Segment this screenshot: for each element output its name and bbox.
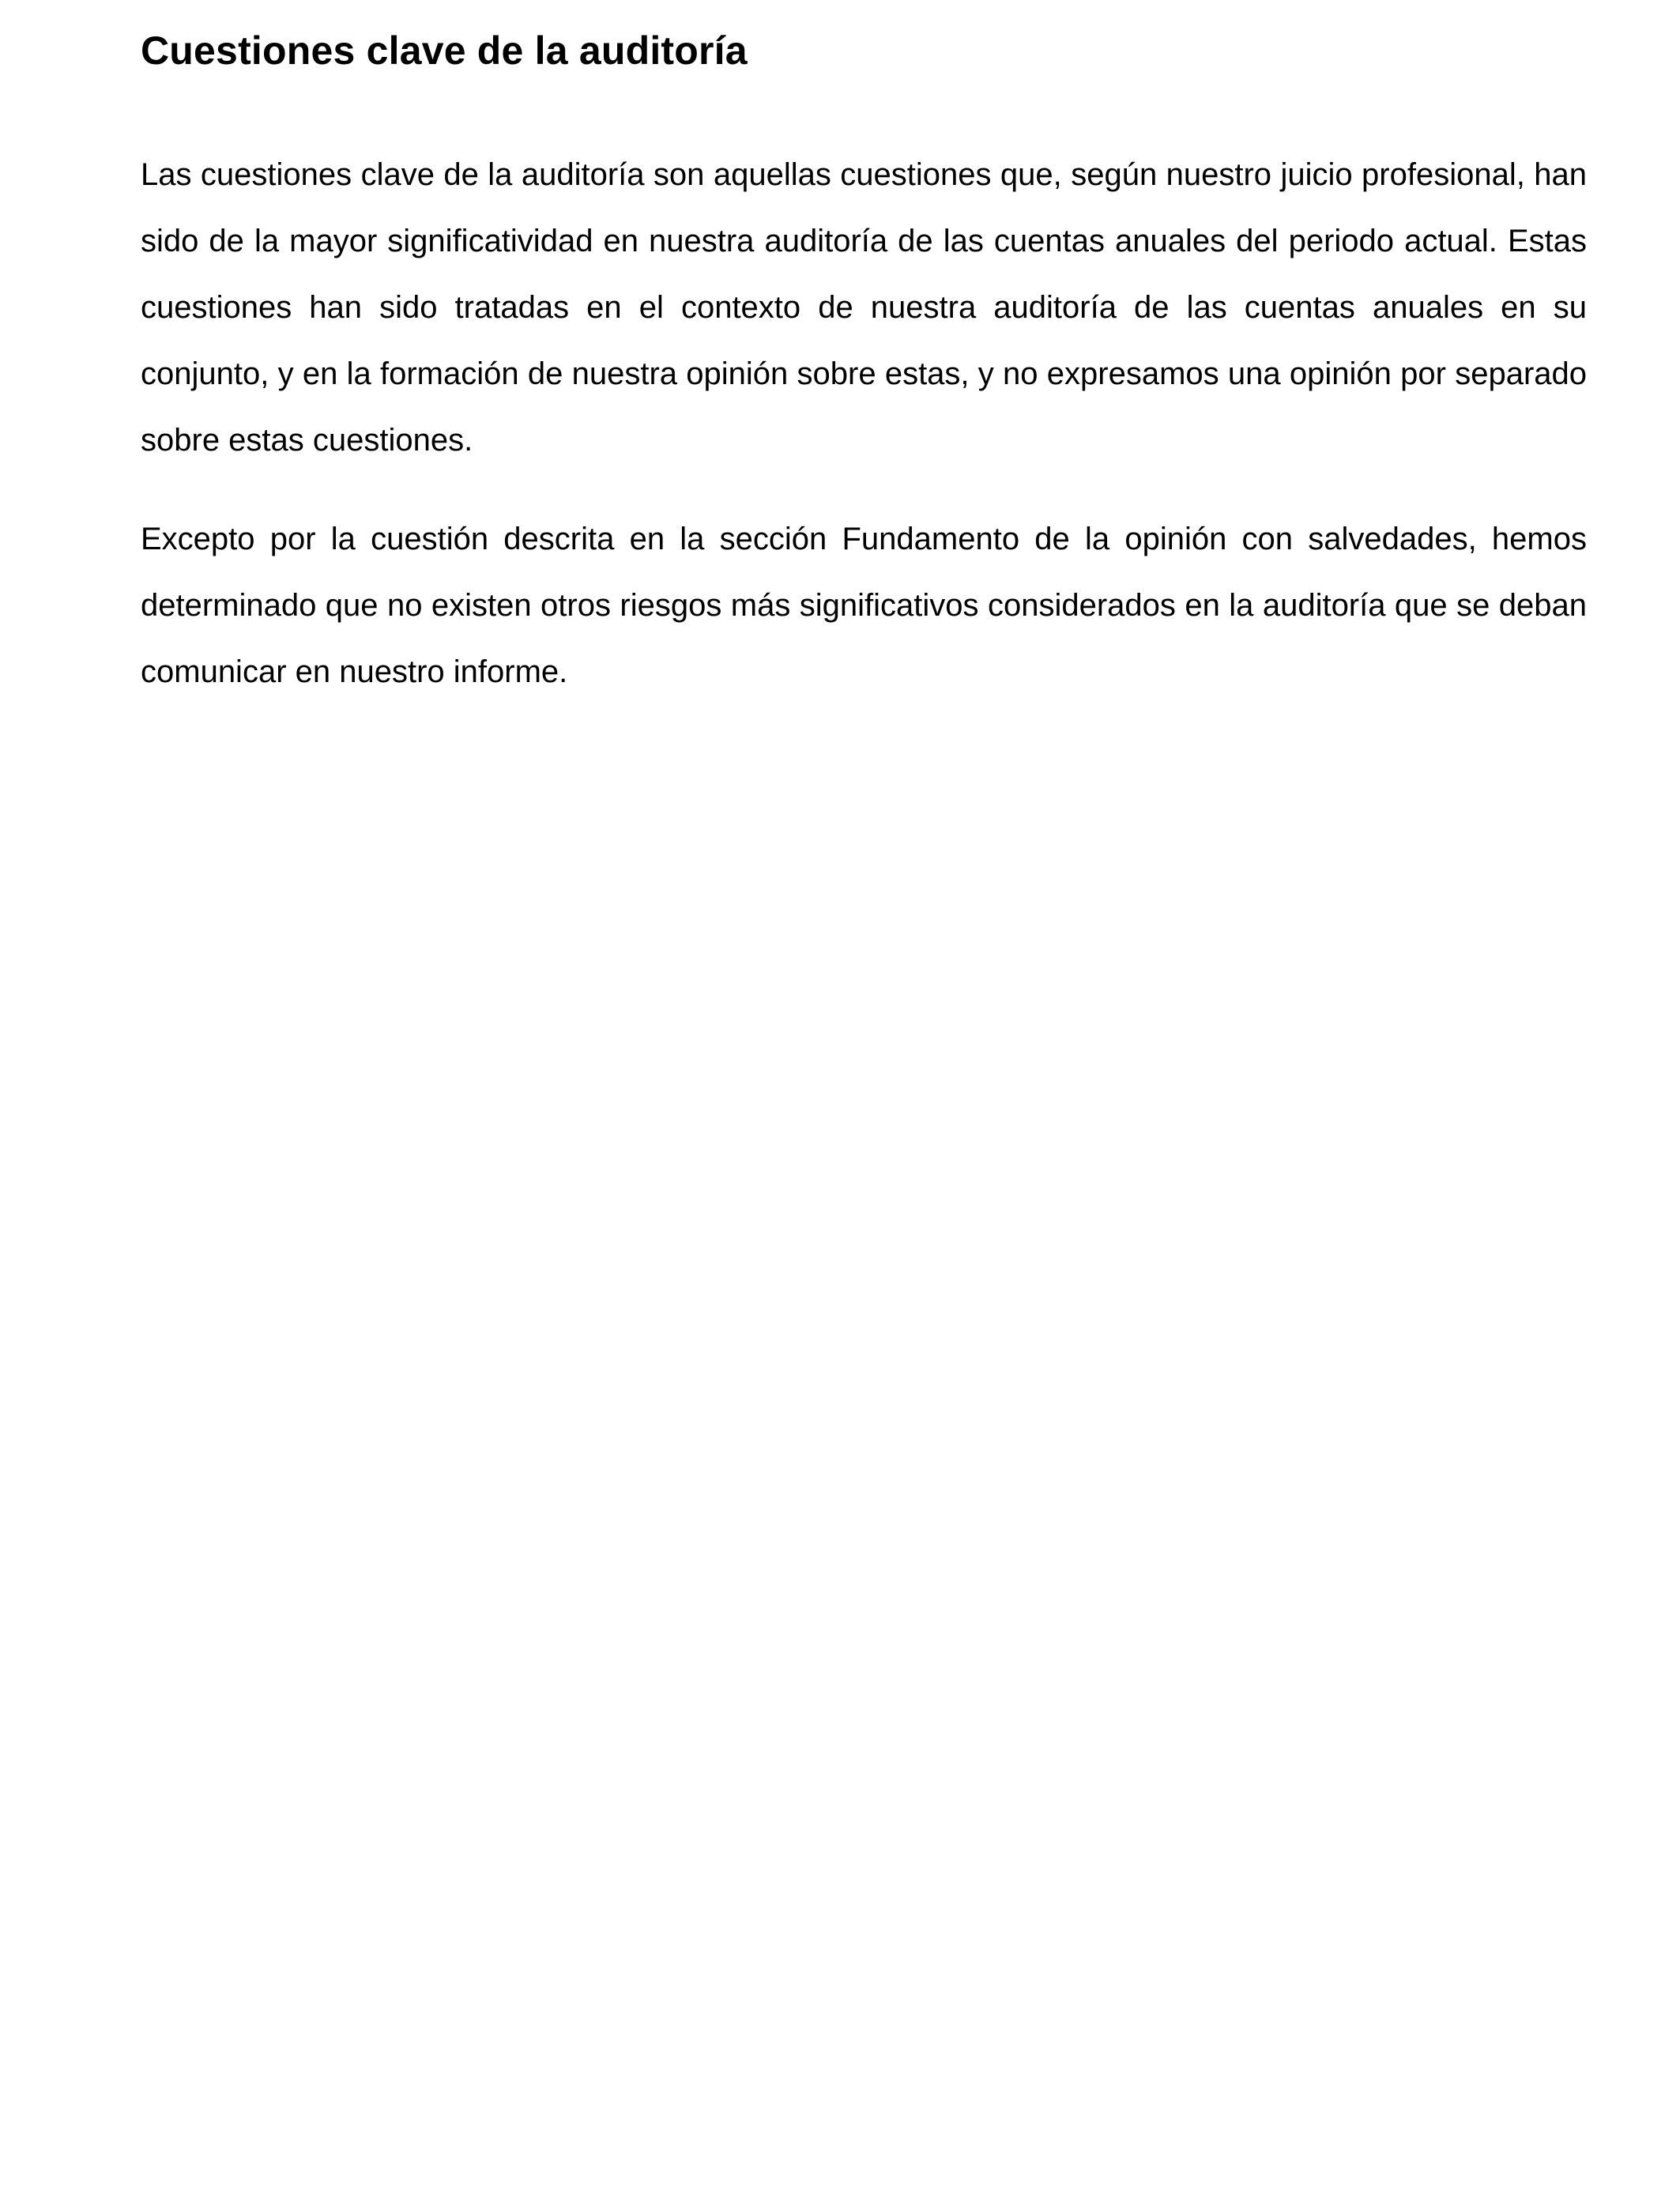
body-paragraph-1: Las cuestiones clave de la auditoría son aquellas cuestiones que, según nuestro juicio profesional, han sido de la mayor significatividad en nuestra auditoría de las cuentas anuales del periodo actual. Estas cuestiones han sido tratadas en el contexto de nuestra auditoría de las cuentas anuales en su conjunto, y en la formación de nuestra opinión sobre estas, y no expresamos una opinión por separado sobre estas cuestiones. [141, 157, 1587, 458]
body-paragraph-2: Excepto por la cuestión descrita en la sección Fundamento de la opinión con salvedades, hemos determinado que no existen otros riesgos más significativos considerados en la auditoría que se deban comunicar en nuestro informe. [141, 522, 1587, 689]
section-heading: Cuestiones clave de la auditoría [141, 28, 748, 73]
document-content [141, 19, 1587, 705]
